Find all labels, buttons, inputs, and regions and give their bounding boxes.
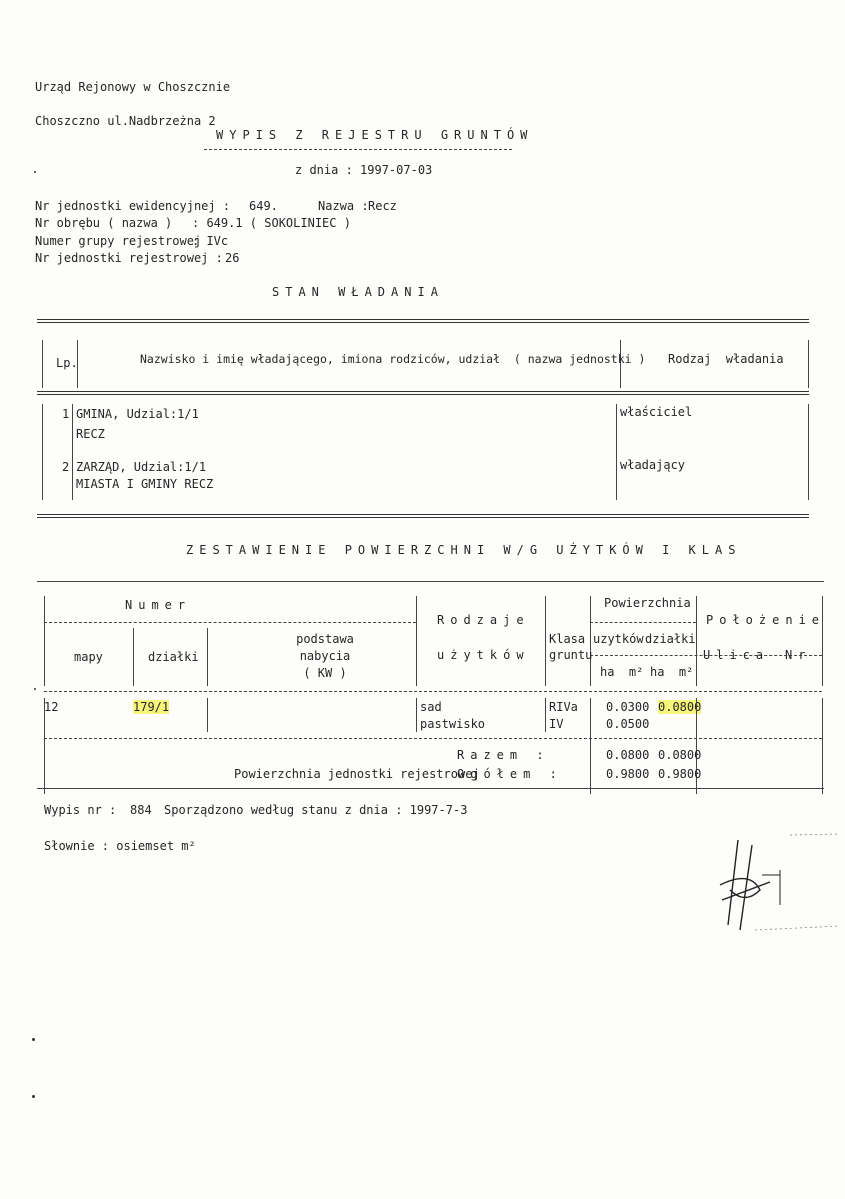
h-powierzchnia: Powierzchnia	[604, 596, 691, 610]
owner-2-unit: MIASTA I GMINY RECZ	[76, 477, 214, 491]
unit-name: Recz	[368, 199, 397, 213]
scan-speck	[34, 171, 36, 173]
h-podstawa: podstawa	[296, 632, 354, 646]
razem-dzialki: 0.0800	[658, 748, 702, 762]
unit-no: 649.	[249, 199, 278, 213]
reg-unit-label: Nr jednostki rejestrowej :	[35, 251, 223, 265]
ogolem-uzytkow: 0.9800	[606, 767, 650, 781]
row-parcel-no: 179/1	[133, 700, 170, 714]
areas-top-border	[37, 581, 824, 582]
h-ulica: Ulica	[703, 648, 770, 662]
areas-left-border	[44, 596, 45, 686]
ogolem-prefix: Powierzchnia jednostki rejestrowej	[234, 767, 480, 781]
h-gruntu: gruntu	[549, 648, 593, 662]
rows-left-border	[44, 698, 45, 794]
h-nabycia: nabycia	[299, 649, 351, 663]
ownership-right-border	[808, 340, 809, 388]
prepared-as-of: Sporządzono według stanu z dnia : 1997-7-3	[164, 803, 468, 817]
ownership-body-lp-divider	[72, 404, 73, 500]
wypis-label: Wypis nr :	[44, 803, 117, 817]
razem-label: Razem :	[457, 748, 550, 762]
ownership-body-left-border	[42, 404, 43, 500]
h-numer: Numer	[125, 598, 192, 612]
document-title: WYPIS Z REJESTRU GRUNTÓW	[216, 128, 534, 142]
signature-icon	[700, 830, 845, 940]
row-use-2: pastwisko	[420, 717, 486, 731]
row-area-use-2: 0.0500	[606, 717, 650, 731]
row-area-parcel: 0.0800	[658, 700, 702, 714]
group-value: : IVc	[192, 234, 229, 248]
owner-1-unit: RECZ	[76, 427, 105, 441]
h-mapy: mapy	[74, 650, 103, 664]
ogolem-label: Ogółem :	[457, 767, 563, 781]
col-name: Nazwisko i imię władającego, imiona rodziców, udział ( nazwa jednostki )	[140, 352, 646, 366]
row-class-2: IV	[549, 717, 564, 731]
owner-2-name: ZARZĄD, Udzial:1/1	[76, 460, 207, 474]
ogolem-dzialki: 0.9800	[658, 767, 702, 781]
rows-right-border	[822, 698, 823, 794]
ownership-left-border	[42, 340, 43, 388]
col-ownership-type: Rodzaj władania	[668, 352, 784, 366]
document-date: z dnia : 1997-07-03	[295, 163, 433, 177]
razem-uzytkow: 0.0800	[606, 748, 650, 762]
h-pow-uzytkow: uzytków	[593, 632, 644, 646]
h-pow-dzialki: działki	[645, 632, 696, 646]
ownership-header-border	[37, 391, 809, 395]
areas-bottom-border	[37, 788, 824, 789]
h-dzialki: działki	[148, 650, 199, 664]
owner-2-lp: 2	[62, 460, 70, 474]
ownership-bottom-border	[37, 514, 809, 518]
scan-speck	[34, 688, 36, 690]
rows-bottom-line	[44, 738, 822, 739]
owner-1-type: właściciel	[620, 405, 693, 419]
areas-uses-divider	[545, 596, 546, 686]
ownership-top-border	[37, 319, 809, 323]
scan-speck	[32, 1095, 35, 1098]
areas-pow-underline	[590, 622, 696, 623]
precinct-value: : 649.1 ( SOKOLINIEC )	[192, 216, 351, 230]
h-uzytkow: użytków	[437, 648, 530, 662]
row-class-divider	[590, 698, 591, 794]
h-nr: Nr	[785, 648, 812, 662]
ownership-body-right-border	[808, 404, 809, 500]
unit-name-label: Nazwa :	[318, 199, 369, 213]
office-address: Choszczno ul.Nadbrzeżna 2	[35, 114, 216, 128]
owner-1-lp: 1	[62, 407, 70, 421]
areas-map-divider	[133, 628, 134, 686]
row-class-1: RIVa	[549, 700, 578, 714]
group-label: Numer grupy rejestrowej	[35, 234, 202, 248]
row-uses-divider	[545, 698, 546, 732]
areas-parcel-divider	[207, 628, 208, 686]
row-use-1: sad	[420, 700, 442, 714]
precinct-label: Nr obrębu ( nazwa )	[35, 216, 173, 230]
h-rodzaje: Rodzaje	[437, 613, 530, 627]
col-lp: Lp.	[56, 356, 78, 370]
areas-header-bottom	[44, 691, 822, 692]
owner-1-name: GMINA, Udzial:1/1	[76, 407, 199, 421]
reg-unit-value: 26	[225, 251, 240, 265]
row-map-no: 12	[44, 700, 59, 714]
areas-title: ZESTAWIENIE POWIERZCHNI W/G UŻYTKÓW I KLAS	[186, 543, 742, 557]
office-name: Urząd Rejonowy w Choszcznie	[35, 80, 231, 94]
row-area-use-1: 0.0300	[606, 700, 650, 714]
areas-basis-divider	[416, 596, 417, 686]
areas-class-divider	[590, 596, 591, 686]
h-polozenie: Położenie	[706, 613, 826, 627]
owner-2-type: władający	[620, 458, 686, 472]
areas-area-divider	[696, 596, 697, 686]
wypis-number: 884	[130, 803, 152, 817]
areas-numer-underline	[44, 622, 416, 623]
h-kw: ( KW )	[303, 666, 347, 680]
h-ha-m2-dzialki: ha m²	[650, 665, 694, 679]
ownership-title: STAN WŁADANIA	[272, 285, 444, 299]
ownership-body-type-divider	[616, 404, 617, 500]
title-underline	[204, 149, 512, 150]
row-parcel-divider	[207, 698, 208, 732]
h-ha-m2-uzytkow: ha m²	[600, 665, 644, 679]
unit-no-label: Nr jednostki ewidencyjnej :	[35, 199, 231, 213]
areas-right-border	[822, 596, 823, 686]
scan-speck	[32, 1038, 35, 1041]
h-klasa: Klasa	[549, 632, 586, 646]
amount-in-words: Słownie : osiemset m²	[44, 839, 196, 853]
row-basis-divider	[416, 698, 417, 732]
